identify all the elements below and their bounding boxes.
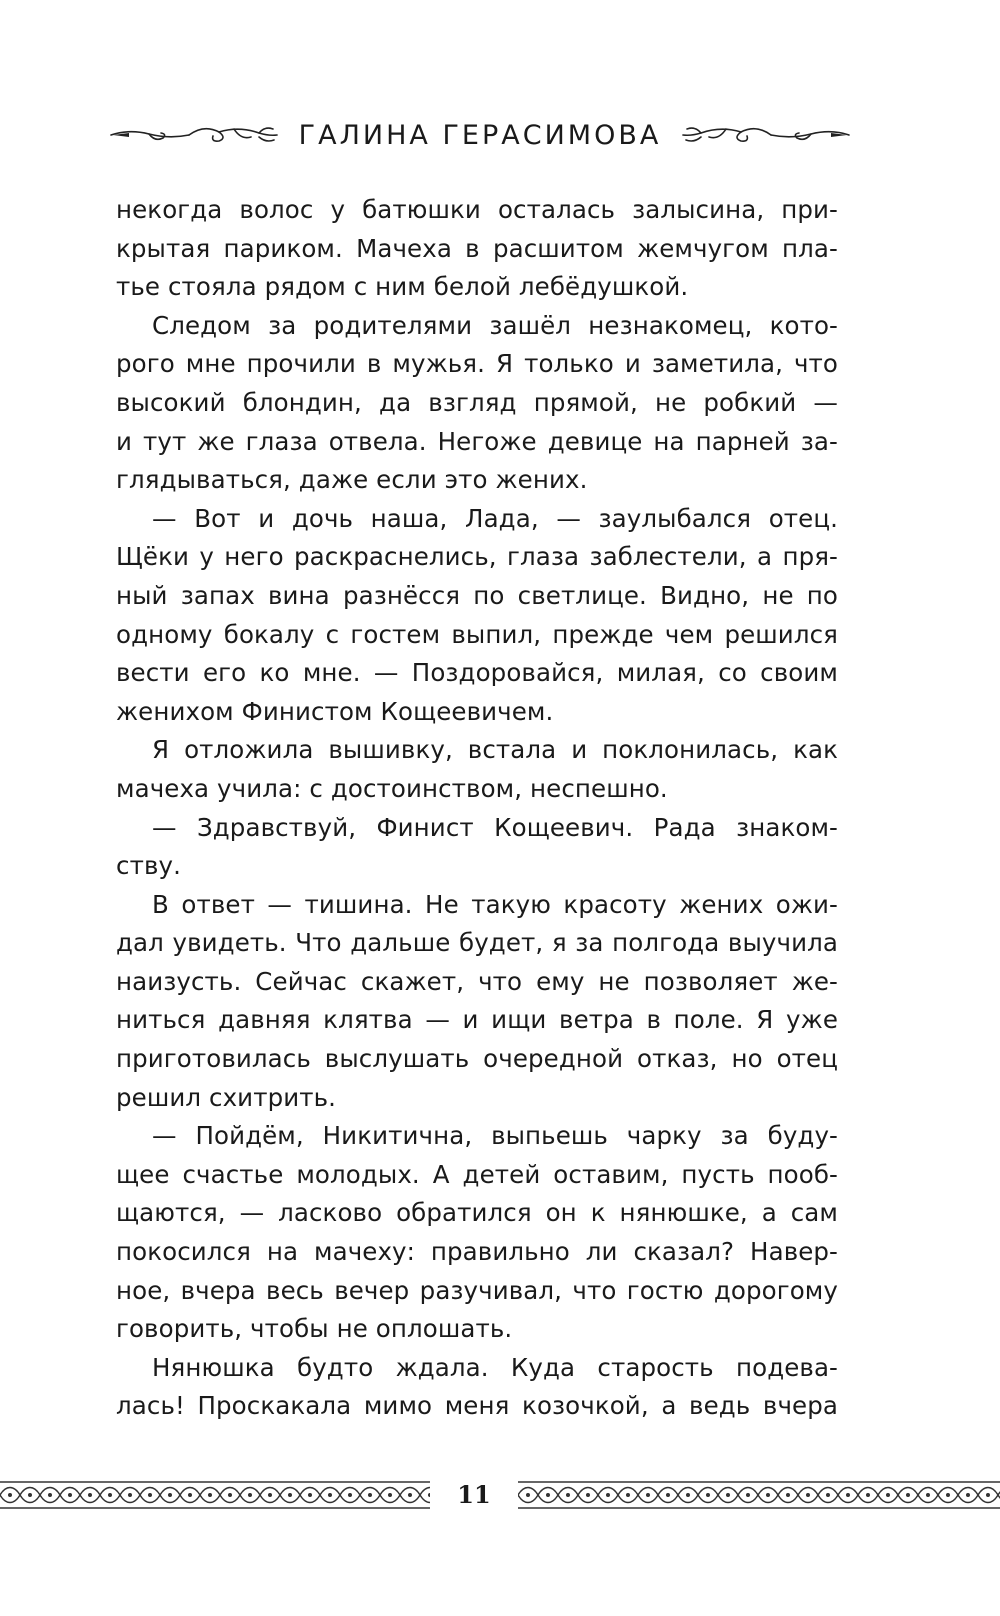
text-line: тье стояла рядом с ним белой лебёдушкой. [116,272,689,302]
text-line: ное, вчера весь вечер разучивал, что гостю дорогому [116,1275,838,1305]
text-line: — Пойдём, Никитична, выпьешь чарку за буду- [152,1121,838,1151]
text-line: покосился на мачеху: правильно ли сказал? Навер- [116,1237,838,1267]
text-line: Следом за родителями зашёл незнакомец, кото- [152,310,838,340]
ornamental-band-icon [0,1480,430,1510]
text-line: щее счастье молодых. А детей оставим, пусть пооб- [116,1159,838,1189]
text-line: решил схитрить. [116,1082,337,1112]
text-line: — Вот и дочь наша, Лада, — заулыбался отец. [152,503,838,533]
text-line: крытая париком. Мачеха в расшитом жемчугом пла- [116,233,838,263]
text-line: щаются, — ласково обратился он к нянюшке, а сам [116,1198,838,1228]
text-line: женихом Финистом Кощеевичем. [116,696,554,726]
text-line: Щёки у него раскраснелись, глаза заблестели, а пря- [116,542,838,572]
flourish-left-icon [109,120,279,150]
text-line: высокий блондин, да взгляд прямой, не робкий — [116,387,838,417]
text-line: ниться давняя клятва — и ищи ветра в поле. Я уже [116,1005,838,1035]
text-line: Я отложила вышивку, встала и поклонилась, как [152,735,838,765]
ornamental-band-icon [518,1480,1000,1510]
page-footer [0,1470,1000,1520]
text-line: вести его ко мне. — Поздоровайся, милая, со своим [116,658,838,688]
body-text [116,191,838,1426]
running-header [100,110,860,160]
text-line: наизусть. Сейчас скажет, что ему не позволяет же- [116,966,838,996]
text-line: дал увидеть. Что дальше будет, я за полгода выучила [116,928,838,958]
flourish-right-icon [681,120,851,150]
text-line: В ответ — тишина. Не такую красоту жених ожи- [152,889,838,919]
text-line: ный запах вина разнёсся по светлице. Видно, не по [116,580,838,610]
text-line: лась! Проскакала мимо меня козочкой, а ведь вчера [116,1391,838,1421]
text-line: приготовилась выслушать очередной отказ, но отец [116,1044,838,1074]
text-line: одному бокалу с гостем выпил, прежде чем решился [116,619,838,649]
text-line: глядываться, даже если это жених. [116,465,588,495]
page-number: 11 [457,1480,491,1509]
text-line: мачеха учила: с достоинством, неспешно. [116,773,668,803]
text-line: Нянюшка будто ждала. Куда старость подева- [152,1352,838,1382]
text-line: — Здравствуй, Финист Кощеевич. Рада знаком- [152,812,838,842]
text-line: и тут же глаза отвела. Негоже девице на парней за- [116,426,838,456]
text-line: рого мне прочили в мужья. Я только и заметила, что [116,349,838,379]
text-line: ству. [116,851,181,881]
author-name: ГАЛИНА ГЕРАСИМОВА [298,119,662,151]
text-line: некогда волос у батюшки осталась залысина, при- [116,195,838,224]
text-line: говорить, чтобы не оплошать. [116,1314,513,1344]
